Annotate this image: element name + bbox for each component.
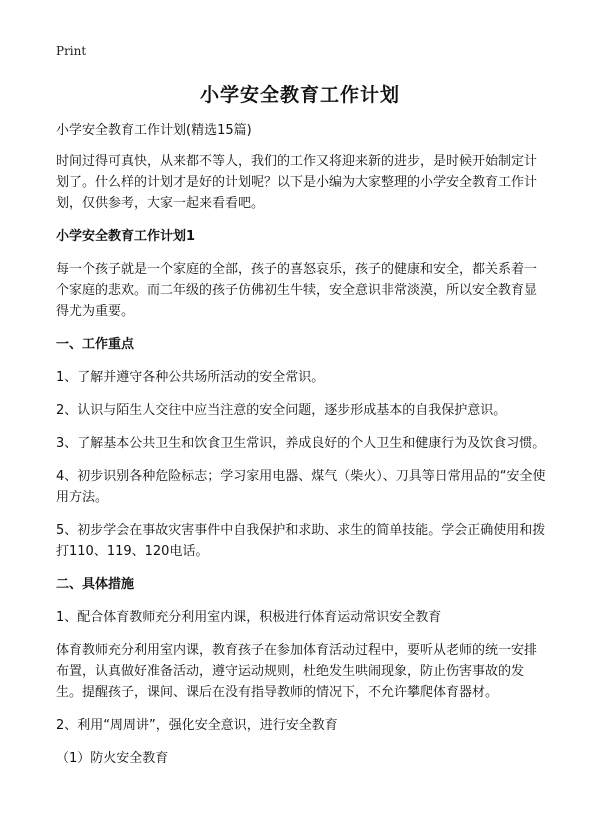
section-heading: 小学安全教育工作计划1: [56, 229, 196, 244]
section-intro-paragraph: 每一个孩子就是一个家庭的全部，孩子的喜怒哀乐，孩子的健康和安全，都关系着一个家庭的悲欢。而二年级的孩子仿佛初生牛犊，安全意识非常淡漠，所以安全教育显得尤为重要。: [56, 262, 538, 319]
list-item: 5、初步学会在事故灾害事件中自我保护和求助、求生的简单技能。学会正确使用和拨打110、119、120电话。: [56, 523, 546, 559]
intro-paragraph: 时间过得可真快，从来都不等人，我们的工作又将迎来新的进步，是时候开始制定计划了。什么样的计划才是好的计划呢？以下是小编为大家整理的小学安全教育工作计划，仅供参考，大家一起来看看吧。: [56, 154, 538, 211]
part1-heading: 一、工作重点: [56, 337, 135, 352]
body-paragraph: 体育教师充分利用室内课，教育孩子在参加体育活动过程中，要听从老师的统一安排布置，认真做好准备活动，遵守运动规则，杜绝发生哄闹现象，防止伤害事故的发生。提醒孩子，课间、课后在没有指导教师的情况下，不允许攀爬体育器材。: [56, 643, 538, 700]
list-item: 2、利用“周周讲”，强化安全意识，进行安全教育: [56, 718, 338, 733]
document-title: 小学安全教育工作计划: [199, 84, 400, 106]
list-item: 2、认识与陌生人交往中应当注意的安全问题，逐步形成基本的自我保护意识。: [56, 403, 507, 418]
list-item: 1、了解并遵守各种公共场所活动的安全常识。: [56, 370, 325, 385]
part2-heading: 二、具体措施: [56, 577, 135, 592]
list-item: 3、了解基本公共卫生和饮食卫生常识，养成良好的个人卫生和健康行为及饮食习惯。: [56, 436, 546, 451]
document-body: [56, 120, 548, 781]
document-subtitle: 小学安全教育工作计划(精选15篇): [56, 123, 252, 138]
list-item: 1、配合体育教师充分利用室内课，积极进行体育运动常识安全教育: [56, 610, 442, 625]
list-item: 4、初步识别各种危险标志；学习家用电器、煤气（柴火）、刀具等日常用品的“安全使用方法。: [56, 469, 546, 505]
print-label: Print: [56, 44, 87, 58]
sub-item: （1）防火安全教育: [56, 751, 169, 766]
